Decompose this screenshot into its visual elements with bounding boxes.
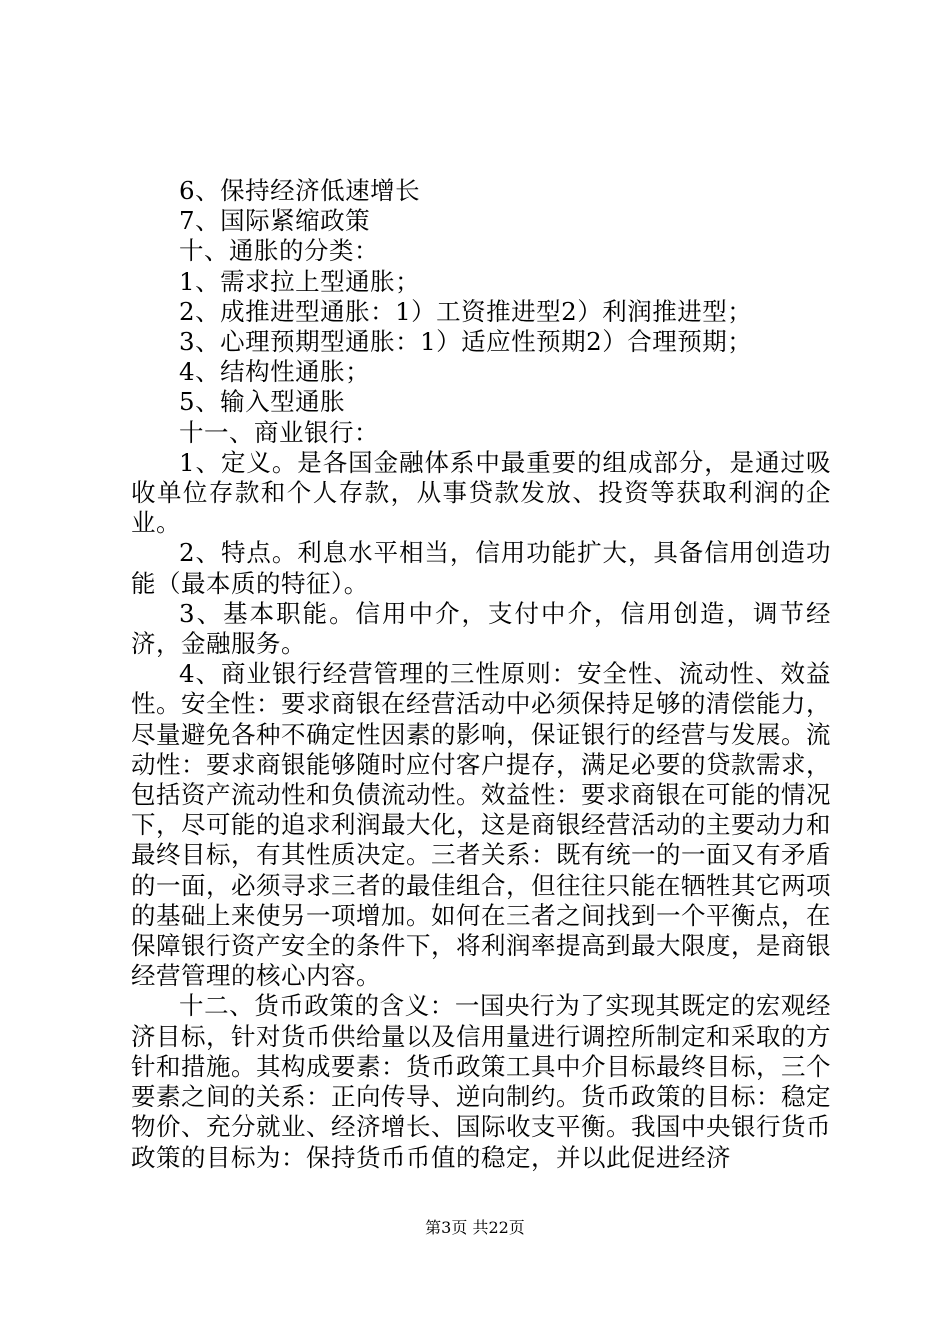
paragraph: 4、商业银行经营管理的三性原则：安全性、流动性、效益性。安全性：要求商银在经营活动中必须保持足够的清偿能力，尽量避免各种不确定性因素的影响，保证银行的经营与发展。流动性：要求商银能够随时应付客户提存，满足必要的贷款需求，包括资产流动性和负债流动性。效益性：要求商银在可能的情况下，尽可能的追求利润最大化，这是商银经营活动的主要动力和最终目标，有其性质决定。三者关系：既有统一的一面又有矛盾的一面，必须寻求三者的最佳组合，但往往只能在牺牲其它两项的基础上来使另一项增加。如何在三者之间找到一个平衡点，在保障银行资产安全的条件下，将利润率提高到最大限度，是商银经营管理的核心内容。 — [131, 659, 831, 991]
section-heading: 十、通胀的分类： — [179, 236, 379, 266]
paragraph: 十二、货币政策的含义：一国央行为了实现其既定的宏观经济目标，针对货币供给量以及信用量进行调控所制定和采取的方针和措施。其构成要素：货币政策工具中介目标最终目标，三个要素之间的关系：正向传导、逆向制约。货币政策的目标：稳定物价、充分就业、经济增长、国际收支平衡。我国中央银行货币政策的目标为：保持货币币值的稳定，并以此促进经济 — [131, 991, 831, 1172]
text-line: 5、输入型通胀 — [179, 387, 346, 417]
paragraph: 3、基本职能。信用中介，支付中介，信用创造，调节经济，金融服务。 — [131, 598, 831, 659]
text-line: 6、保持经济低速增长 — [179, 176, 421, 205]
text-line: 7、国际紧缩政策 — [179, 206, 371, 236]
text-line: 3、心理预期型通胀：1）适应性预期2）合理预期； — [179, 327, 753, 357]
paragraph: 1、定义。是各国金融体系中最重要的组成部分，是通过吸收单位存款和个人存款，从事贷款发放、投资等获取利润的企业。 — [131, 447, 831, 538]
text-line: 2、成推进型通胀：1）工资推进型2）利润推进型； — [179, 296, 753, 326]
document-body — [131, 176, 831, 1173]
text-line: 1、需求拉上型通胀； — [179, 266, 421, 296]
section-heading: 十一、商业银行： — [179, 417, 379, 447]
paragraph: 2、特点。利息水平相当，信用功能扩大，具备信用创造功能（最本质的特征）。 — [131, 538, 831, 598]
text-line: 4、结构性通胀； — [179, 357, 371, 387]
page-footer: 第3页 共22页 — [425, 1218, 525, 1237]
